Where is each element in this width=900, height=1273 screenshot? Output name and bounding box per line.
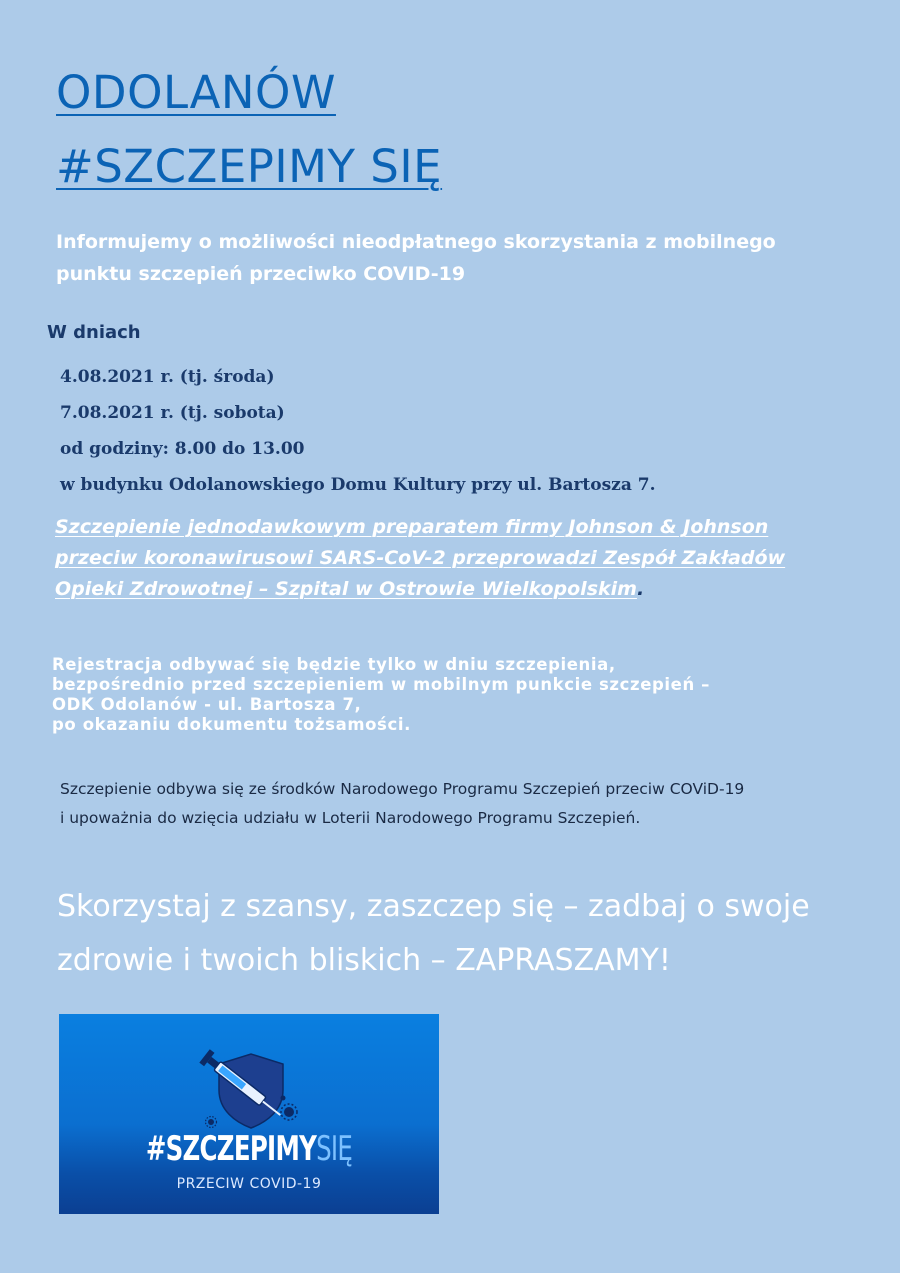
registration-info	[52, 655, 872, 735]
logo-hashtag-accent: SIĘ	[316, 1129, 353, 1169]
appeal-text	[57, 880, 877, 988]
page-title-line1: ODOLANÓW	[56, 66, 336, 119]
schedule-date-1: 4.08.2021 r. (tj. środa)	[60, 367, 275, 387]
intro-text: Informujemy o możliwości nieodpłatnego skorzystania z mobilnego punktu szczepień przeciwko COVID-19	[56, 231, 776, 285]
schedule-list	[60, 362, 656, 506]
schedule-hours: od godziny: 8.00 do 13.00	[60, 439, 305, 459]
funding-info	[60, 775, 860, 833]
registration-line-1: Rejestracja odbywać się będzie tylko w dniu szczepienia,	[52, 655, 616, 674]
page-title-line2: #SZCZEPIMY SIĘ	[56, 140, 443, 193]
vaccine-note	[55, 512, 855, 605]
registration-line-2: bezpośrednio przed szczepieniem w mobilnym punkcie szczepień –	[52, 675, 711, 694]
schedule-date-2: 7.08.2021 r. (tj. sobota)	[60, 403, 285, 423]
campaign-logo	[59, 1014, 439, 1214]
appeal-line-1: Skorzystaj z szansy, zaszczep się – zadbaj o swoje	[57, 889, 810, 924]
appeal-line-2: zdrowie i twoich bliskich – ZAPRASZAMY!	[57, 943, 671, 978]
schedule-location: w budynku Odolanowskiego Domu Kultury przy ul. Bartosza 7.	[60, 475, 656, 495]
logo-hashtag	[112, 1129, 386, 1169]
schedule-heading: W dniach	[47, 322, 141, 343]
logo-hashtag-main: #SZCZEPIMY	[145, 1129, 317, 1169]
vaccine-note-end: .	[636, 578, 645, 600]
registration-line-3: ODK Odolanów - ul. Bartosza 7,	[52, 695, 362, 714]
vaccine-note-text: Szczepienie jednodawkowym preparatem firmy Johnson & Johnson przeciw koronawirusowi SARS-CoV-2 przeprowadzi Zespół Zakładów Opieki Zdrowotnej – Szpital w Ostrowie Wielkopolskim	[55, 516, 786, 600]
funding-line-2: i upoważnia do wzięcia udziału w Loterii Narodowego Programu Szczepień.	[60, 809, 641, 827]
registration-line-4: po okazaniu dokumentu tożsamości.	[52, 715, 411, 734]
shield-syringe-icon	[189, 1042, 309, 1132]
funding-line-1: Szczepienie odbywa się ze środków Narodowego Programu Szczepień przeciw COViD-19	[60, 780, 745, 798]
logo-subtitle: PRZECIW COVID-19	[176, 1176, 322, 1192]
